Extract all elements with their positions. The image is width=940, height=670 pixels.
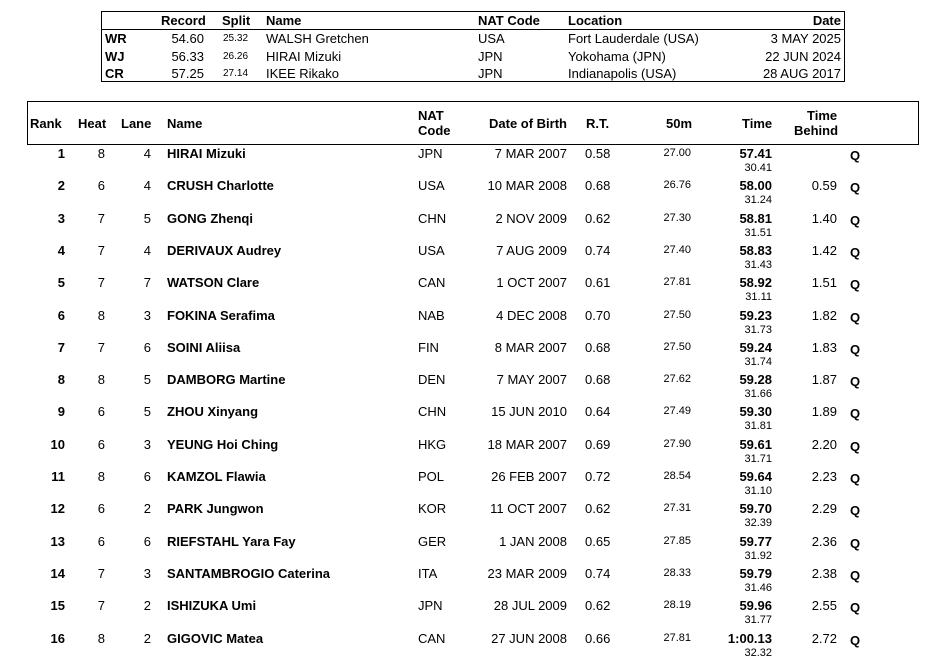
qualified-mark: Q [850,438,861,454]
athlete-name: YEUNG Hoi Ching [167,436,279,452]
results-header [27,101,919,145]
record-name: IKEE Rikako [266,66,339,81]
record-location: Indianapolis (USA) [568,66,677,81]
split-50m: 27.50 [663,308,691,321]
date-of-birth: 7 MAY 2007 [496,372,567,388]
lane: 4 [143,146,151,161]
athlete-name: ZHOU Xinyang [167,404,259,420]
time-behind: 2.55 [811,598,837,614]
header-rank: Rank [30,116,62,131]
qualified-mark: Q [850,567,861,583]
qualified-mark: Q [850,212,861,228]
split-100m: 31.51 [744,226,772,239]
result-row [0,308,940,340]
lane: 6 [143,339,151,355]
result-row [0,437,940,469]
lane: 2 [143,501,151,517]
header-heat: Heat [78,116,107,131]
final-time: 58.92 [739,275,772,291]
date-of-birth: 7 MAR 2007 [494,146,567,161]
heat: 7 [97,339,105,355]
result-row [0,469,940,501]
date-of-birth: 1 OCT 2007 [496,275,567,291]
split-100m: 31.92 [744,549,772,562]
heat: 7 [97,565,105,581]
result-row [0,275,940,307]
result-row [0,178,940,210]
rank: 2 [57,178,65,194]
reaction-time: 0.65 [585,533,611,549]
record-nat: USA [478,31,505,46]
qualified-mark: Q [850,535,861,551]
final-time: 59.23 [739,307,772,323]
date-of-birth: 10 MAR 2008 [487,178,567,194]
header-rt: R.T. [586,116,610,131]
heat: 6 [97,501,105,517]
final-time: 59.30 [739,404,772,420]
split-100m: 31.71 [744,452,772,465]
final-time: 59.24 [739,339,772,355]
time-behind: 2.29 [811,501,837,517]
split-50m: 27.50 [663,340,691,353]
rank: 16 [50,630,65,646]
date-of-birth: 7 AUG 2009 [496,242,567,258]
time-behind: 1.89 [811,404,837,420]
header-nat-line2: Code [418,123,451,138]
nat-code: POL [418,469,445,484]
split-50m: 27.81 [663,631,691,644]
qualified-mark: Q [850,503,861,519]
heat: 6 [97,436,105,452]
reaction-time: 0.58 [585,146,611,161]
split-100m: 30.41 [744,162,772,174]
lane: 6 [143,533,151,549]
nat-code: FIN [418,339,439,355]
split-100m: 31.10 [744,485,772,497]
record-nat: JPN [478,66,503,81]
record-type: WJ [105,49,125,64]
athlete-name: CRUSH Charlotte [167,178,274,194]
nat-code: CHN [418,210,447,226]
athlete-name: DAMBORG Martine [167,372,286,388]
header-dob: Date of Birth [489,116,567,131]
reaction-time: 0.68 [585,178,611,194]
reaction-time: 0.62 [585,598,611,614]
header-nat-line1: NAT [418,108,444,123]
nat-code: NAB [418,307,445,323]
split-100m: 31.43 [744,258,772,271]
rank: 10 [50,436,65,452]
header-behind-line1: Time [807,108,838,123]
date-of-birth: 8 MAR 2007 [494,339,567,355]
split-100m: 32.32 [744,646,772,659]
header-behind-line2: Behind [794,123,839,138]
split-100m: 32.39 [744,517,772,530]
nat-code: JPN [418,146,443,161]
lane: 5 [143,210,151,226]
lane: 3 [143,565,151,581]
record-name: WALSH Gretchen [266,31,369,46]
lane: 5 [143,372,151,388]
rank: 4 [57,242,65,258]
split-50m: 27.31 [663,502,691,515]
split-100m: 31.74 [744,355,772,368]
split-50m: 28.33 [663,566,691,579]
result-row [0,372,940,404]
date-of-birth: 11 OCT 2007 [490,501,567,517]
record-location: Fort Lauderdale (USA) [568,31,699,46]
split-100m: 31.66 [744,388,772,401]
record-date: 28 AUG 2017 [762,66,841,81]
rank: 15 [50,598,65,614]
final-time: 58.81 [739,210,772,226]
heat: 8 [97,146,105,161]
athlete-name: ISHIZUKA Umi [167,598,257,614]
lane: 6 [143,469,151,484]
lane: 4 [143,242,151,258]
heat: 7 [97,598,105,614]
result-row [0,146,940,178]
rank: 9 [57,404,65,420]
records-table [101,11,845,82]
records-header-name: Name [266,13,302,28]
time-behind: 2.36 [811,533,837,549]
split-100m: 31.46 [744,581,772,594]
header-lane: Lane [121,116,152,131]
reaction-time: 0.72 [585,469,611,484]
nat-code: ITA [418,565,438,581]
result-row [0,404,940,436]
result-row [0,501,940,533]
final-time: 58.00 [739,178,772,194]
final-time: 59.79 [739,565,772,581]
split-50m: 27.85 [663,534,691,547]
split-50m: 27.40 [663,243,691,256]
split-100m: 31.77 [744,614,772,627]
split-50m: 26.76 [663,179,691,192]
lane: 7 [143,275,151,291]
rank: 3 [57,210,65,226]
records-header-location: Location [568,13,623,28]
split-50m: 28.19 [663,599,691,612]
records-header-split: Split [222,13,251,28]
record-nat: JPN [478,49,503,64]
time-behind: 2.72 [811,630,837,646]
nat-code: CAN [418,630,446,646]
record-location: Yokohama (JPN) [568,49,666,64]
date-of-birth: 27 JUN 2008 [491,630,567,646]
reaction-time: 0.74 [585,565,611,581]
split-100m: 31.11 [745,291,772,304]
date-of-birth: 23 MAR 2009 [487,565,567,581]
heat: 6 [97,178,105,194]
nat-code: JPN [418,598,443,614]
time-behind: 2.20 [811,436,837,452]
result-row [0,631,940,663]
split-50m: 28.54 [663,470,691,482]
qualified-mark: Q [850,341,861,357]
split-100m: 31.73 [744,323,772,336]
reaction-time: 0.68 [585,372,611,388]
final-time: 59.28 [739,372,772,388]
heat: 7 [97,242,105,258]
athlete-name: PARK Jungwon [167,501,264,517]
records-header-record: Record [161,13,206,28]
rank: 5 [57,275,65,291]
reaction-time: 0.62 [585,210,611,226]
athlete-name: GONG Zhenqi [167,210,253,226]
final-time: 58.83 [739,242,772,258]
athlete-name: WATSON Clare [167,275,260,291]
qualified-mark: Q [850,471,861,486]
nat-code: HKG [418,436,447,452]
reaction-time: 0.62 [585,501,611,517]
nat-code: GER [418,533,447,549]
final-time: 59.70 [739,501,772,517]
lane: 2 [143,630,151,646]
heat: 6 [97,533,105,549]
nat-code: CHN [418,404,447,420]
lane: 3 [143,307,151,323]
nat-code: USA [418,242,445,258]
qualified-mark: Q [850,374,861,390]
reaction-time: 0.69 [585,436,611,452]
rank: 12 [50,501,65,517]
reaction-time: 0.74 [585,242,611,258]
nat-code: DEN [418,372,446,388]
time-behind: 1.51 [811,275,837,291]
rank: 1 [57,146,65,161]
lane: 5 [143,404,151,420]
record-split: 27.14 [223,68,249,79]
date-of-birth: 15 JUN 2010 [491,404,567,420]
lane: 2 [143,598,151,614]
result-row [0,340,940,372]
heat: 7 [97,210,105,226]
split-100m: 31.24 [744,194,772,207]
rank: 7 [57,339,65,355]
date-of-birth: 28 JUL 2009 [493,598,567,614]
final-time: 59.77 [739,533,772,549]
result-row [0,598,940,630]
header-50m: 50m [666,116,693,131]
record-time: 57.25 [171,66,204,81]
record-date: 3 MAY 2025 [770,31,841,46]
athlete-name: DERIVAUX Audrey [167,242,282,258]
reaction-time: 0.70 [585,307,611,323]
final-time: 59.61 [739,436,772,452]
date-of-birth: 26 FEB 2007 [491,469,567,484]
result-row [0,211,940,243]
records-header-date: Date [812,13,841,28]
time-behind: 1.87 [811,372,837,388]
athlete-name: KAMZOL Flawia [167,469,266,484]
qualified-mark: Q [850,277,861,293]
records-header [102,12,844,30]
heat: 6 [97,404,105,420]
rank: 11 [51,469,65,484]
qualified-mark: Q [850,309,861,325]
heat: 8 [97,372,105,388]
time-behind: 2.23 [811,469,837,484]
qualified-mark: Q [850,406,861,422]
athlete-name: HIRAI Mizuki [167,146,246,161]
nat-code: USA [418,178,445,194]
date-of-birth: 4 DEC 2008 [496,307,567,323]
record-row [102,65,844,83]
split-50m: 27.90 [663,437,691,450]
athlete-name: SANTAMBROGIO Caterina [167,565,330,581]
rank: 8 [57,372,65,388]
heat: 8 [97,469,105,484]
lane: 4 [143,178,151,194]
nat-code: KOR [418,501,447,517]
split-100m: 31.81 [744,420,772,433]
record-date: 22 JUN 2024 [765,49,841,64]
split-50m: 27.30 [663,211,691,224]
split-50m: 27.00 [663,147,691,159]
qualified-mark: Q [850,632,861,648]
record-time: 56.33 [171,49,204,64]
reaction-time: 0.64 [585,404,611,420]
final-time: 59.96 [739,598,772,614]
rank: 13 [50,533,65,549]
qualified-mark: Q [850,148,861,163]
rank: 14 [50,565,65,581]
final-time: 1:00.13 [727,630,772,646]
reaction-time: 0.68 [585,339,611,355]
nat-code: CAN [418,275,446,291]
qualified-mark: Q [850,244,861,260]
time-behind: 1.83 [811,339,837,355]
athlete-name: FOKINA Serafima [167,307,275,323]
date-of-birth: 2 NOV 2009 [495,210,567,226]
result-row [0,534,940,566]
header-name: Name [167,116,203,131]
record-type: CR [105,66,124,81]
heat: 7 [97,275,105,291]
lane: 3 [143,436,151,452]
record-split: 25.32 [223,33,249,44]
heat: 8 [97,307,105,323]
qualified-mark: Q [850,180,861,196]
athlete-name: GIGOVIC Matea [167,630,264,646]
final-time: 59.64 [739,469,772,484]
final-time: 57.41 [739,146,772,161]
record-name: HIRAI Mizuki [266,49,342,64]
time-behind: 1.40 [811,210,837,226]
qualified-mark: Q [850,600,861,616]
time-behind: 1.42 [811,242,837,258]
time-behind: 1.82 [811,307,837,323]
time-behind: 0.59 [811,178,837,194]
athlete-name: RIEFSTAHL Yara Fay [167,533,296,549]
split-50m: 27.49 [663,405,691,418]
time-behind: 2.38 [811,565,837,581]
heat: 8 [97,630,105,646]
result-row [0,566,940,598]
record-time: 54.60 [171,31,204,46]
record-type: WR [105,31,127,46]
split-50m: 27.81 [663,276,691,289]
record-split: 26.26 [223,51,249,62]
reaction-time: 0.66 [585,630,611,646]
record-row [102,30,844,48]
header-time: Time [742,116,773,131]
split-50m: 27.62 [663,373,691,386]
rank: 6 [57,307,65,323]
record-row [102,48,844,66]
date-of-birth: 18 MAR 2007 [487,436,567,452]
result-row [0,243,940,275]
athlete-name: SOINI Aliisa [167,339,241,355]
records-header-nat: NAT Code [478,13,540,28]
reaction-time: 0.61 [585,275,611,291]
date-of-birth: 1 JAN 2008 [499,533,567,549]
